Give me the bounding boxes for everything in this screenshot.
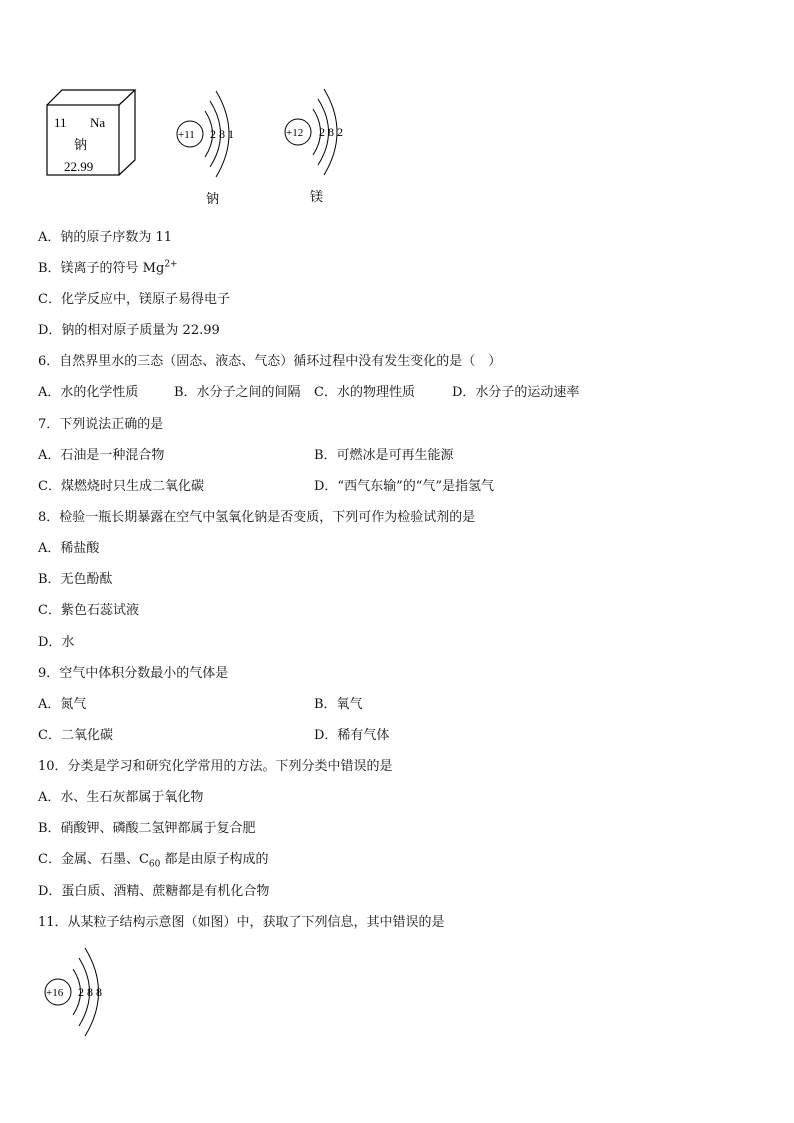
q10-option-a: A．水、生石灰都属于氧化物 — [38, 790, 204, 805]
q8-option-b: B．无色酚酞 — [38, 572, 113, 587]
q10-option-b: B．硝酸钾、磷酸二氢钾都属于复合肥 — [38, 821, 256, 836]
q5-option-a: A．钠的原子序数为 11 — [38, 230, 173, 245]
element-symbol: Na — [90, 115, 106, 130]
q7-option-c: C．煤燃烧时只生成二氧化碳 — [38, 479, 204, 494]
particle-shells: 2 8 8 — [78, 985, 102, 999]
element-mass: 22.99 — [64, 159, 94, 174]
element-number: 11 — [54, 115, 67, 130]
q10-option-c-subscript: 60 — [148, 859, 161, 870]
q9-option-a: A．氮气 — [38, 697, 87, 712]
q6-stem: 6．自然界里水的三态（固态、液态、气态）循环过程中没有发生变化的是（ ） — [38, 354, 502, 369]
q10-stem: 10．分类是学习和研究化学常用的方法。下列分类中错误的是 — [38, 759, 393, 774]
magnesium-shells: 2 8 2 — [319, 125, 343, 139]
q7-stem: 7．下列说法正确的是 — [38, 417, 164, 432]
q6-option-b: B．水分子之间的间隔 — [174, 385, 301, 400]
element-cell — [47, 90, 135, 175]
q7-option-a: A．石油是一种混合物 — [38, 448, 165, 463]
sodium-caption: 钠 — [206, 191, 220, 206]
q10-option-c-text: C．金属、石墨、C — [38, 852, 149, 867]
top-figure — [40, 85, 380, 215]
magnesium-atom-diagram — [285, 89, 343, 204]
particle-structure-diagram — [40, 945, 140, 1040]
magnesium-caption: 镁 — [310, 189, 324, 204]
element-name: 钠 — [74, 137, 88, 152]
q6-option-d: D．水分子的运动速率 — [452, 385, 580, 400]
q7-option-d: D．“西气东输”的“气”是指氢气 — [314, 479, 495, 494]
q10-option-c-suffix: 都是由原子构成的 — [160, 852, 269, 867]
q8-option-d: D．水 — [38, 635, 75, 650]
q6-option-a: A．水的化学性质 — [38, 385, 139, 400]
q10-option-c — [38, 852, 269, 868]
magnesium-nucleus: +12 — [286, 127, 304, 139]
q5-option-b-charge: 2+ — [164, 259, 178, 270]
q5-option-c: C．化学反应中，镁原子易得电子 — [38, 292, 230, 307]
q5-option-d: D．钠的相对原子质量为 22.99 — [38, 323, 220, 338]
q11-stem: 11．从某粒子结构示意图（如图）中，获取了下列信息，其中错误的是 — [38, 915, 445, 930]
q8-stem: 8．检验一瓶长期暴露在空气中氢氧化钠是否变质，下列可作为检验试剂的是 — [38, 510, 476, 525]
q9-option-b: B．氧气 — [314, 697, 363, 712]
q9-option-d: D．稀有气体 — [314, 728, 390, 743]
sodium-shells: 2 8 1 — [210, 127, 234, 141]
particle-nucleus: +16 — [46, 987, 64, 999]
q8-option-a: A．稀盐酸 — [38, 541, 100, 556]
sodium-nucleus: +11 — [178, 129, 195, 141]
q5-option-b — [38, 261, 178, 277]
q7-option-b: B．可燃冰是可再生能源 — [314, 448, 454, 463]
sodium-atom-diagram — [177, 91, 234, 206]
q6-option-c: C．水的物理性质 — [314, 385, 415, 400]
q10-option-d: D．蛋白质、酒精、蔗糖都是有机化合物 — [38, 884, 270, 899]
q5-option-b-text: B．镁离子的符号 Mg — [38, 261, 165, 276]
q9-stem: 9．空气中体积分数最小的气体是 — [38, 666, 229, 681]
q8-option-c: C．紫色石蕊试液 — [38, 603, 139, 618]
q9-option-c: C．二氧化碳 — [38, 728, 113, 743]
